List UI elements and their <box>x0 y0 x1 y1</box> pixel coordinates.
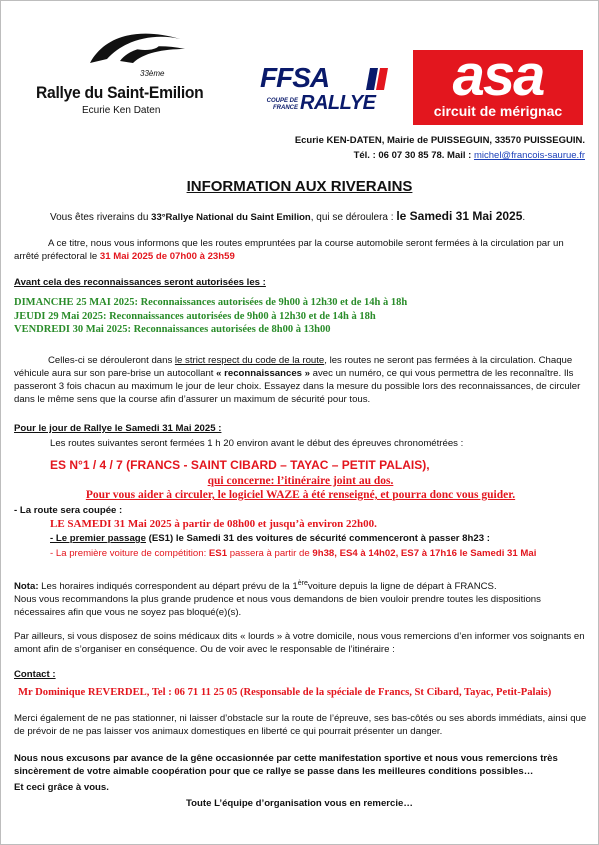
reco-days <box>14 296 587 337</box>
reco-text: avec un numéro, ce qui vous permettra de les reconnaître. Ils passeront 3 fois chacun au maximum le jour de leur choix. Essayez dans la mesure du possible lors des reconnaissances, de circuler dans le même sens que la course afin d’assurer un maximum de sécurité pour tous. <box>14 368 581 405</box>
organizer-phone: Tél. : 06 07 30 85 78. Mail : <box>353 150 474 161</box>
stage-places: (FRANCS - SAINT CIBARD – TAYAC – PETIT PALAIS) <box>122 458 427 472</box>
note-recommendation: Nous vous recommandons la plus grande prudence et nous vous demandons de bien vouloir prendre toutes les dispositions nécessaires afin que vous ne soyez pas bloqué(e)(s). <box>14 594 541 619</box>
reco-text: Celles-ci se dérouleront dans <box>48 355 175 366</box>
contact-person: Mr Dominique REVERDEL, Tel : 06 71 11 25 05 (Responsable de la spéciale de Francs, St Cibard, Tayac, Petit-Palais) <box>18 687 552 698</box>
waze-note: Pour vous aider à circuler, le logiciel WAZE à été renseigné, et pourra donc vous guider. <box>85 489 516 501</box>
first-car-label: - La première voiture de compétition: <box>50 548 209 559</box>
note-label: Nota: <box>14 581 39 593</box>
reco-heading: Avant cela des reconnaissances seront autorisées les : <box>14 277 266 288</box>
note-paragraph <box>14 577 587 619</box>
car-swoosh-icon <box>85 25 195 75</box>
intro-text: A ce titre, nous vous informons que les routes empruntées par la course automobile seront fermées à la circulation par un arrêté préfectoral le <box>14 238 564 262</box>
intro-paragraph-2 <box>14 237 587 263</box>
contact-heading: Contact : <box>14 669 56 680</box>
reco-day: DIMANCHE 25 MAI 2025: Reconnaissances autorisées de 9h00 à 12h30 et de 14h à 18h <box>14 297 408 308</box>
stages-prefix: ES N° <box>50 458 83 472</box>
rallye-name: Rallye du Saint-Emilion <box>36 83 204 102</box>
rally-date: le Samedi 31 Mai 2025 <box>396 209 523 223</box>
reco-paragraph <box>14 354 587 406</box>
organizer-email-link[interactable]: michel@francois-saurue.fr <box>473 150 585 161</box>
organizer-address: Ecurie KEN-DATEN, Mairie de PUISSEGUIN, 33570 PUISSEGUIN. <box>294 135 585 146</box>
closed-hours: à partir de 08h00 et jusqu’à environ 22h00. <box>171 518 377 530</box>
rally-name: 33°Rallye National du Saint Emilion <box>151 212 311 223</box>
first-passage <box>50 532 587 545</box>
ffsa-logo <box>254 62 404 122</box>
reco-day: JEUDI 29 Mai 2025: Reconnaissances autorisées de 9h00 à 12h30 et de 14h à 18h <box>14 310 376 322</box>
ffsa-text: FFSA <box>260 62 330 93</box>
closure-window: 31 Mai 2025 de 07h00 à 23h59 <box>99 251 235 262</box>
note-sup: ère <box>297 580 308 587</box>
closed-day: LE SAMEDI 31 Mai 2025 <box>50 518 172 530</box>
first-car-times: 9h38, ES4 à 14h02, ES7 à 17h16 le Samedi 31 Mai <box>312 548 537 559</box>
first-passage-label: - Le premier passage <box>50 533 146 544</box>
organizer-contact <box>295 133 585 163</box>
medical-paragraph: Par ailleurs, si vous disposez de soins médicaux dits « lourds » à votre domicile, nous vous remercions d’en informer vos soignants en amont afin de s’organiser en conséquence. Ou de voir avec le responsable de l’itinéraire : <box>14 631 585 655</box>
closed-label: - La route sera coupée : <box>14 505 123 516</box>
closing-signature: Toute L’équipe d’organisation vous en remercie… <box>186 798 413 809</box>
intro-paragraph-1 <box>50 210 587 224</box>
stages-comma: , <box>426 458 430 472</box>
parking-paragraph: Merci également de ne pas stationner, ni laisser d’obstacle sur la route de l’épreuve, ses bas-côtés ou ses abords immédiats, ainsi que de prévoir de ne pas laisser vos animaux domestiques en liberté ce qui pourrait présenter un danger. <box>14 713 587 737</box>
rallye-club: Ecurie Ken Daten <box>82 105 161 116</box>
ffsa-rallye: RALLYE <box>300 92 376 114</box>
reco-highway-code: le strict respect du code de la route <box>174 355 325 366</box>
stage-numbers: 1 / 4 / 7 <box>82 458 123 472</box>
organizer-phone-line <box>295 148 585 163</box>
rallye-edition: 33ème <box>140 69 165 78</box>
first-passage-text: (ES1) le Samedi 31 des voitures de sécurité commenceront à passer 8h23 : <box>145 533 490 544</box>
note-text: Les horaires indiqués correspondent au départ prévu de la 1 <box>38 581 298 593</box>
rallye-logo <box>30 25 245 120</box>
asa-logo <box>413 43 583 125</box>
asa-text: asa <box>452 43 544 108</box>
stages-line <box>50 458 587 472</box>
intro-text: , qui se déroulera : <box>310 212 397 223</box>
ffsa-flag-icon <box>366 66 396 92</box>
intro-text: . <box>522 212 526 223</box>
ffsa-coupe: COUPE DE FRANCE <box>266 98 298 111</box>
first-car <box>50 547 587 560</box>
asa-subtitle: circuit de mérignac <box>433 103 563 119</box>
first-car-stage: ES1 <box>208 548 228 559</box>
reco-sticker: « reconnaissances » <box>216 368 310 379</box>
reco-day: VENDREDI 30 Mai 2025: Reconnaissances autorisées de 8h00 à 13h00 <box>14 324 331 335</box>
page-title: INFORMATION AUX RIVERAINS <box>186 178 413 195</box>
intro-text: Vous êtes riverains du <box>50 212 152 223</box>
race-day-heading: Pour le jour de Rallye le Samedi 31 Mai 2025 : <box>14 423 222 434</box>
closing-excuse: Nous nous excusons par avance de la gêne occasionnée par cette manifestation sportive et nous vous remercions très sincèrement de votre aimable coopération pour que ce rallye se passe dans les meilleures conditions possibles… <box>14 753 558 777</box>
note-text: voiture depuis la ligne de départ à FRANCS. <box>307 581 497 593</box>
reco-text: , les routes ne seront pas fermées à la circulation. Chaque véhicule aura sur son pare-brise un autocollant <box>14 355 573 379</box>
itinerary-note: qui concerne: l’itinéraire joint au dos. <box>207 475 394 487</box>
closing-thanks: Et ceci grâce à vous. <box>14 782 109 793</box>
closure-text: Les routes suivantes seront fermées 1 h 20 environ avant le début des épreuves chronométrées : <box>50 438 464 449</box>
first-car-text: passera à partir de <box>227 548 313 559</box>
closed-time <box>50 518 587 531</box>
